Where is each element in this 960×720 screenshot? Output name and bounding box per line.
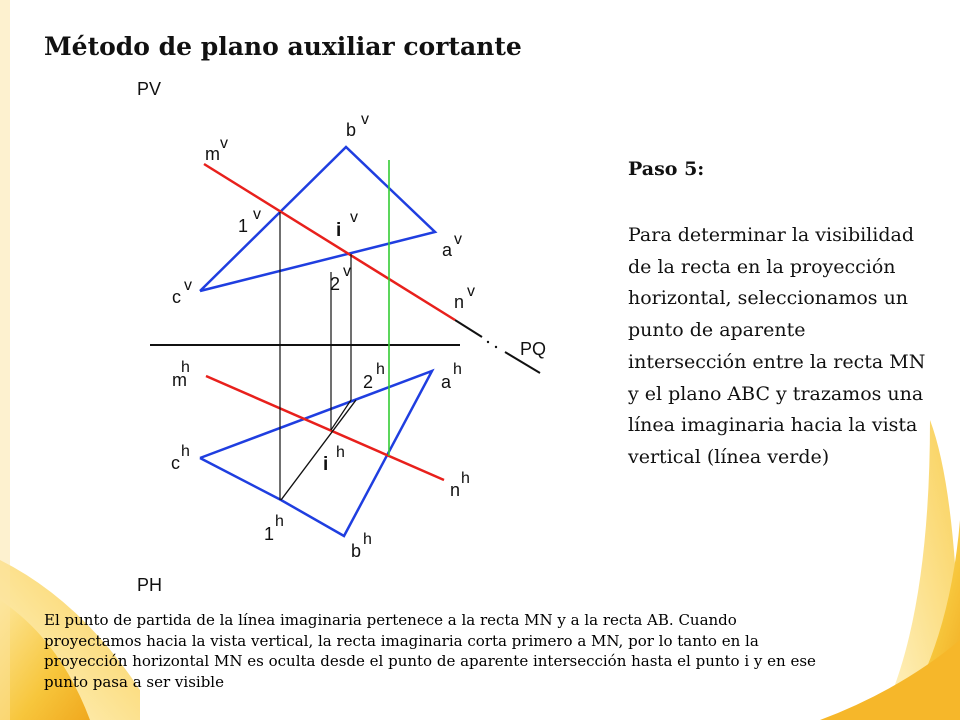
- label-1-h-sup: h: [275, 513, 284, 530]
- label-c-h-sup: h: [181, 443, 190, 460]
- label-m-h: m: [172, 370, 187, 390]
- label-a-h: a: [441, 372, 452, 392]
- label-b-v: b: [346, 120, 357, 140]
- slide-title: Método de plano auxiliar cortante: [44, 32, 522, 61]
- step-heading: Paso 5:: [628, 158, 705, 180]
- label-n-v: n: [454, 292, 465, 312]
- label-1-v: 1: [238, 216, 249, 236]
- label-2-h-sup: h: [376, 361, 385, 378]
- line-mn-vertical: [204, 164, 455, 320]
- pq-dot-2: [495, 346, 497, 348]
- label-a-h-sup: h: [453, 361, 462, 378]
- label-2-v: 2: [330, 274, 341, 294]
- pv-label: PV: [137, 79, 162, 99]
- label-i-h: i: [323, 454, 329, 475]
- label-b-h: b: [351, 541, 362, 561]
- label-2-v-sup: v: [343, 263, 351, 280]
- label-i-h-sup: h: [336, 444, 345, 461]
- label-b-h-sup: h: [363, 531, 372, 548]
- step-description: Para determinar la visibilidad de la recta en la proyección horizontal, seleccionamos un punto de aparente intersección entre la recta MN y el plano ABC y trazamos una línea imaginaria hacia la vista vertical (línea verde): [628, 224, 926, 468]
- label-a-v-sup: v: [454, 231, 462, 248]
- label-c-h: c: [171, 453, 180, 473]
- pq-dot-1: [487, 341, 489, 343]
- label-n-v-sup: v: [467, 283, 475, 300]
- label-2-h: 2: [363, 372, 374, 392]
- label-n-h-sup: h: [461, 470, 470, 487]
- label-a-v: a: [442, 240, 453, 260]
- label-1-v-sup: v: [253, 206, 261, 223]
- label-m-v-sup: v: [220, 135, 228, 152]
- label-m-h-sup: h: [181, 359, 190, 376]
- label-c-v: c: [172, 287, 181, 307]
- label-i-v: i: [336, 220, 342, 241]
- label-b-v-sup: v: [361, 111, 369, 128]
- label-m-v: m: [205, 144, 220, 164]
- label-c-v-sup: v: [184, 277, 192, 294]
- ph-label: PH: [137, 575, 163, 595]
- label-i-v-sup: v: [350, 209, 358, 226]
- footer-explanation: El punto de partida de la línea imaginaria pertenece a la recta MN y a la recta AB. Cuando proyectamos hacia la vista vertical, la recta imaginaria corta primero a MN, por lo tanto en la proyección horizontal MN es oculta desde el punto de aparente intersección hasta el punto i y en ese punto pasa a ser visible: [44, 611, 816, 691]
- label-1-h: 1: [264, 524, 275, 544]
- plane-abc-vertical: [200, 147, 435, 291]
- pq-label: PQ: [520, 339, 547, 359]
- label-n-h: n: [450, 480, 461, 500]
- pq-trace-solid: [455, 320, 482, 337]
